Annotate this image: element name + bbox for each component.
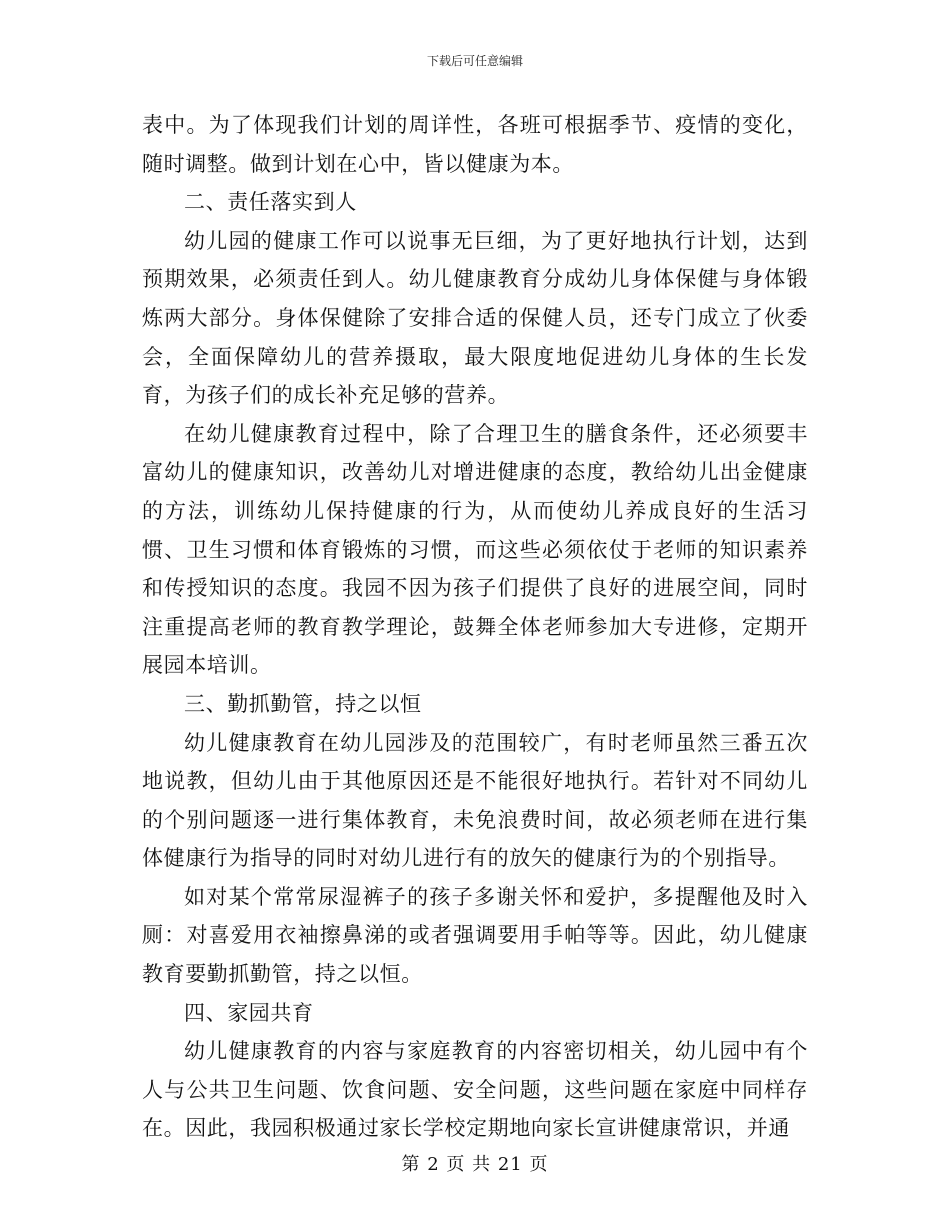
paragraph: 幼儿园的健康工作可以说事无巨细，为了更好地执行计划，达到预期效果，必须责任到人。幼儿健康教育分成幼儿身体保健与身体锻炼两大部分。身体保健除了安排合适的保健人员，还专门成立了伙委会，全面保障幼儿的营养摄取，最大限度地促进幼儿身体的生长发育，为孩子们的成长补充足够的营养。 <box>142 228 808 408</box>
section-heading-home-school: 四、家园共育 <box>184 1000 314 1025</box>
section-heading-persistence: 三、勤抓勤管，持之以恒 <box>184 691 422 716</box>
page-header: 下载后可任意编辑 <box>426 54 523 68</box>
paragraph: 幼儿健康教育在幼儿园涉及的范围较广，有时老师虽然三番五次地说教，但幼儿由于其他原因还是不能很好地执行。若针对不同幼儿的个别问题逐一进行集体教育，未免浪费时间，故必须老师在进行集体健康行为指导的同时对幼儿进行有的放矢的健康行为的个别指导。 <box>142 730 808 871</box>
document-body <box>142 106 808 1148</box>
paragraph-continuation: 表中。为了体现我们计划的周详性，各班可根据季节、疫情的变化，随时调整。做到计划在心中，皆以健康为本。 <box>142 113 808 176</box>
paragraph: 幼儿健康教育的内容与家庭教育的内容密切相关，幼儿园中有个人与公共卫生问题、饮食问题、安全问题，这些问题在家庭中同样存在。因此，我园积极通过家长学校定期地向家长宣讲健康常识，并通 <box>142 1039 808 1141</box>
paragraph: 如对某个常常尿湿裤子的孩子多谢关怀和爱护，多提醒他及时入厕：对喜爱用衣袖擦鼻涕的或者强调要用手帕等等。因此，幼儿健康教育要勤抓勤管，持之以恒。 <box>142 884 808 987</box>
section-heading-responsibility: 二、责任落实到人 <box>184 190 357 215</box>
page-footer: 第 2 页 共 21 页 <box>401 1154 549 1175</box>
paragraph: 在幼儿健康教育过程中，除了合理卫生的膳食条件，还必须要丰富幼儿的健康知识，改善幼儿对增进健康的态度，教给幼儿出金健康的方法，训练幼儿保持健康的行为，从而使幼儿养成良好的生活习惯、卫生习惯和体育锻炼的习惯，而这些必须依仗于老师的知识素养和传授知识的态度。我园不因为孩子们提供了良好的进展空间，同时注重提高老师的教育教学理论，鼓舞全体老师参加大专进修，定期开展园本培训。 <box>142 421 808 678</box>
